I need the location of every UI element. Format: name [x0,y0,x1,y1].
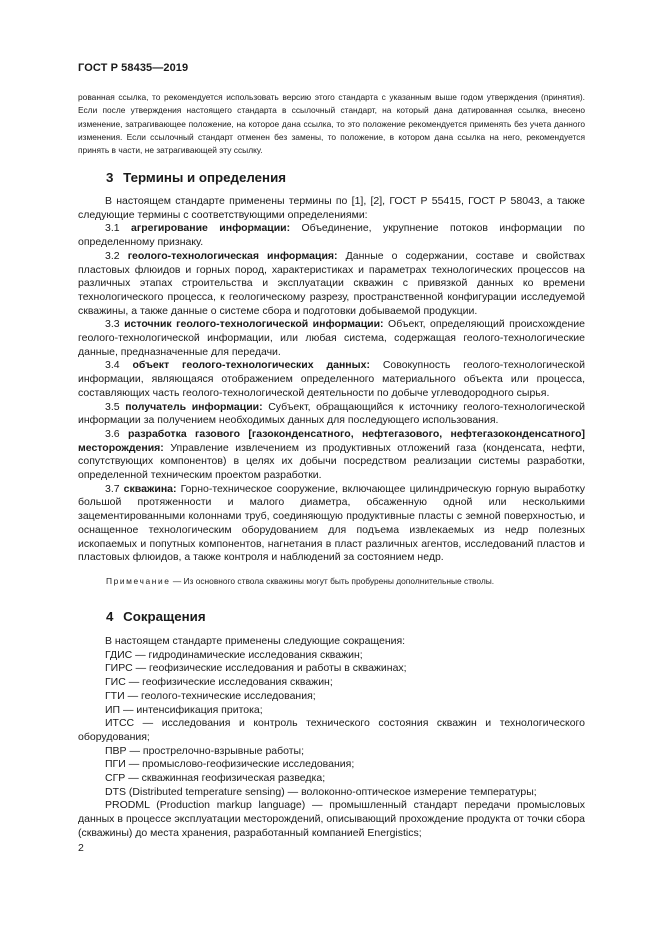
abbreviation-item: PRODML (Production markup language) — промышленный стандарт передачи промысловых данных в процессе эксплуатации месторождений, описывающий прохождение продукта от точки сбора (скважины) до места хранения, разработанный компанией Energistics; [78,799,585,839]
term-label: скважина: [123,482,177,495]
section-3-body [78,195,585,565]
abbreviation-item: ГДИС — гидродинамические исследования скважин; [105,648,363,661]
term-3-3: 3.3 источник геолого-технологической информации: Объект, определяющий происхождение геолого-технологической информации, или любая система, содержащая геолого-технологические данные, предназначенные для передачи. [78,318,585,358]
intro-paragraph: рованная ссылка, то рекомендуется использовать версию этого стандарта с указанным выше годом утверждения (принятия). Если после утверждения настоящего стандарта в ссылочный стандарт, на который дана датированная ссылка, внесено изменение, затрагивающее положение, на которое дана ссылка, то это положение рекомендуется применять без учета данного изменения. Если ссылочный стандарт отменен без замены, то положение, в котором дана ссылка на него, рекомендуется принять в части, не затрагивающей эту ссылку. [78,92,585,156]
section-3-number: 3 [106,170,114,185]
term-label: агрегирование информации: [130,222,291,235]
abbreviation-item: ПВР — прострелочно-взрывные работы; [105,744,305,757]
note-label: Примечание [106,576,171,586]
section-3-title: Термины и определения [123,170,287,185]
abbreviation-item: ИП — интенсификация притока; [105,703,263,716]
term-3-2: 3.2 геолого-технологическая информация: Данные о содержании, составе и свойствах пластовых флюидов и горных пород, характеристиках и параметрах технологических процессов на различных этапах строительства и эксплуатации скважин с привязкой данных ко времени технологического процесса, к геологическому разрезу, пространственной конфигурации исследуемой скважины, а также данные о системе сбора и подготовки добываемой продукции. [78,249,586,317]
term-label: получатель информации: [125,400,263,413]
abbreviation-item: ГИС — геофизические исследования скважин; [105,676,333,689]
section-4-title: Сокращения [123,609,206,624]
section-4-intro: В настоящем стандарте применены следующие сокращения: [105,635,406,647]
term-3-4: 3.4 объект геолого-технологических данных: Совокупность геолого-технологической информации, являющаяся отображением определенного материального объекта или процесса, составляющих часть геолого-технологической деятельности по добыче углеводородного сырья. [78,359,586,399]
page-number: 2 [78,842,84,854]
term-3-5: 3.5 получатель информации: Субъект, обращающийся к источнику геолого-технологической информации за получением необходимых данных для последующего использования. [78,400,585,427]
section-4-heading [106,609,206,624]
term-label: разработка газового [газоконденсатного, нефтегазового, нефтегазоконденсатного] месторождения: [78,427,585,454]
term-label: объект геолого-технологических данных: [132,359,370,372]
section-3-note [106,575,586,587]
term-label: источник геолого-технологической информации: [124,318,384,331]
abbreviation-item: DTS (Distributed temperature sensing) — волоконно-оптическое измерение температуры; [105,785,537,798]
term-3-6: 3.6 разработка газового [газоконденсатного, нефтегазового, нефтегазоконденсатного] месторождения: Управление извлечением из продуктивных отложений газа (конденсата, нефти, сопутствующих компонентов) в целях их добычи посредством реализации системы разработки, определенной техническим проектом разработки. [78,427,585,482]
abbreviation-item: ГТИ — геолого-технические исследования; [105,689,316,702]
term-3-1: 3.1 агрегирование информации: Объединение, укрупнение потоков информации по определенному признаку. [78,222,585,249]
term-label: геолого-технологическая информация: [127,249,338,262]
note-text: — Из основного ствола скважины могут быть пробурены дополнительные стволы. [172,576,495,586]
section-3-intro: В настоящем стандарте применены термины по [1], [2], ГОСТ Р 55415, ГОСТ Р 58043, а также следующие термины с соответствующими определениями: [78,195,585,221]
section-4-body [78,635,585,841]
term-3-7: 3.7 скважина: Горно-техническое сооружение, включающее цилиндрическую горную выработку большой протяженности и малого диаметра, обсаженную одной или несколькими зацементированными колоннами труб, соединяющую продуктивные пласты с земной поверхностью, и оснащенное технологическим оборудованием для подъема извлекаемых из недр полезных ископаемых и попутных компонентов, нагнетания в пласт различных агентов, исследований пластов и пластовых флюидов, а также контроля и наблюдений за состоянием недр. [78,482,585,564]
abbreviation-item: СГР — скважинная геофизическая разведка; [105,772,326,785]
abbreviation-item: ПГИ — промыслово-геофизические исследования; [105,758,355,771]
document-header: ГОСТ Р 58435—2019 [78,62,189,74]
abbreviation-item: ИТСС — исследования и контроль технического состояния скважин и технологического оборудования; [78,717,585,743]
section-4-number: 4 [106,609,114,624]
abbreviation-item: ГИРС — геофизические исследования и работы в скважинах; [105,662,407,675]
section-3-heading [106,170,286,185]
